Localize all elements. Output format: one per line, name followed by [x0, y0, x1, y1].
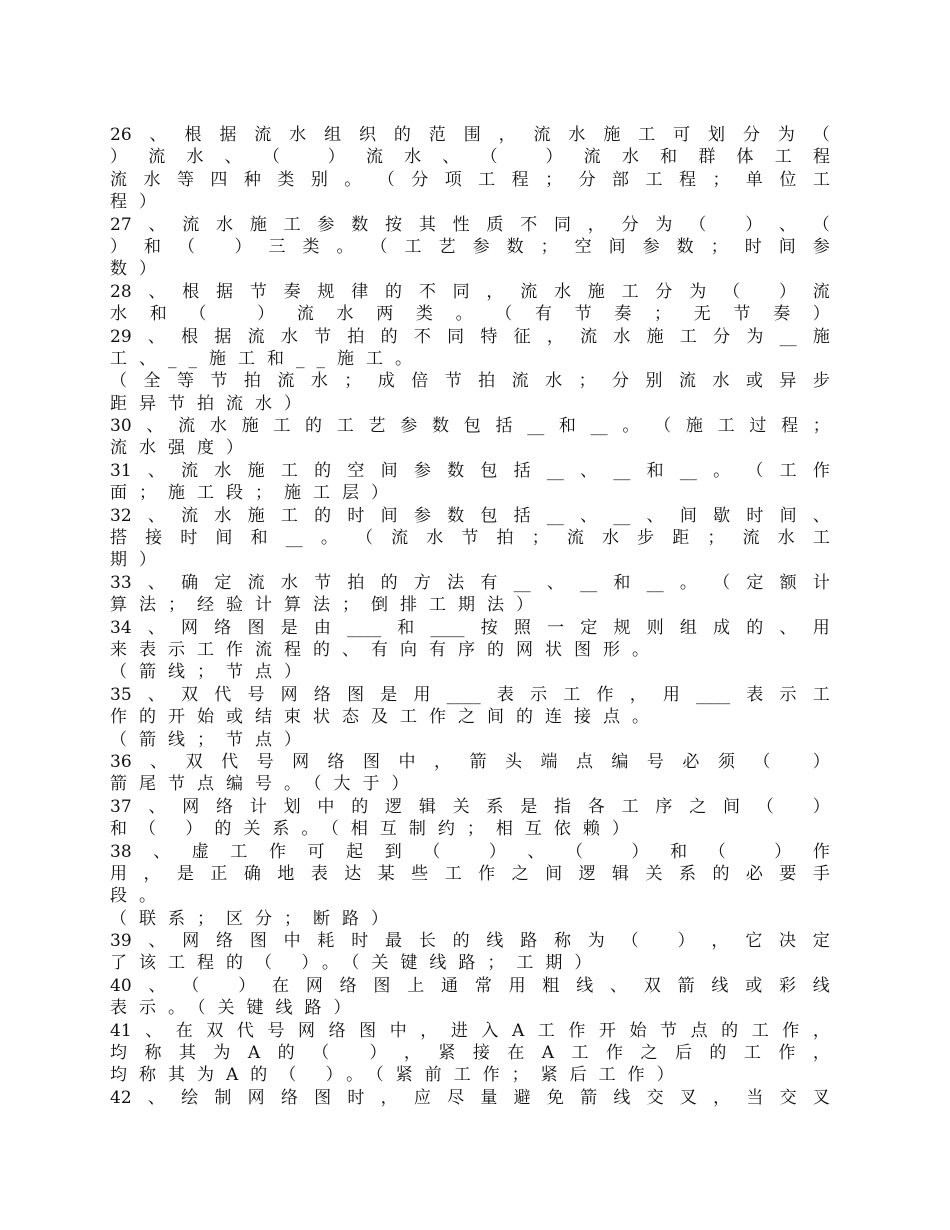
- text-line: （联系；区分；断路）: [110, 908, 400, 929]
- text-line: 水 和 （ ） 流 水 两 类 。 （ 有 节 奏 ； 无 节 奏 ）: [110, 304, 830, 325]
- text-line: 流水强度）: [110, 438, 255, 459]
- text-line: 27 、 流 水 施 工 参 数 按 其 性 质 不 同 ， 分 为 （ ） 、 （: [110, 214, 830, 235]
- text-line: （箭线；节点）: [110, 729, 313, 750]
- document-body: [110, 124, 830, 1109]
- text-line: 30 、 流 水 施 工 的 工 艺 参 数 包 括 __ 和 __ 。 （ 施 工 过 程 ；: [110, 416, 830, 437]
- text-line: 面；施工段；施工层）: [110, 483, 400, 504]
- text-line: 数）: [110, 259, 168, 280]
- text-line: 搭 接 时 间 和 __ 。 （ 流 水 节 拍 ； 流 水 步 距 ； 流 水 工: [110, 528, 830, 549]
- text-line: 算法；经验计算法；倒排工期法）: [110, 595, 545, 616]
- text-line: 表示。（关键线路）: [110, 998, 363, 1019]
- text-line: 距异节拍流水）: [110, 393, 313, 414]
- text-line: 程）: [110, 192, 168, 213]
- text-line: 段。: [110, 886, 168, 907]
- text-line: 34 、 网 络 图 是 由 ____ 和 ____ 按 照 一 定 规 则 组 成 的 、 用: [110, 617, 830, 638]
- text-line: 42 、 绘 制 网 络 图 时 ， 应 尽 量 避 免 箭 线 交 叉 ， 当 交 叉: [110, 1087, 830, 1108]
- text-line: 41 、 在 双 代 号 网 络 图 中 ， 进 入 A 工 作 开 始 节 点 的 工 作 ，: [110, 1020, 830, 1041]
- text-line: 29 、 根 据 流 水 节 拍 的 不 同 特 征 ， 流 水 施 工 分 为 __ 施: [110, 326, 830, 347]
- text-line: 35 、 双 代 号 网 络 图 是 用 ____ 表 示 工 作 ， 用 ____ 表 示 工: [110, 684, 830, 705]
- text-line: 工、__施工和__施工。: [110, 348, 424, 369]
- text-line: 39 、 网 络 图 中 耗 时 最 长 的 线 路 称 为 （ ） ， 它 决 定: [110, 931, 830, 952]
- text-line: 33 、 确 定 流 水 节 拍 的 方 法 有 __ 、 __ 和 __ 。 （ 定 额 计: [110, 572, 830, 593]
- text-line: 均称其为A的（ ）。（紧前工作；紧后工作）: [110, 1065, 686, 1086]
- text-line: 流 水 等 四 种 类 别 。 （ 分 项 工 程 ； 分 部 工 程 ； 单 位 工: [110, 169, 830, 190]
- text-line: 了该工程的（ ）。（关键线路；工期）: [110, 953, 604, 974]
- text-line: 36 、 双 代 号 网 络 图 中 ， 箭 头 端 点 编 号 必 须 （ ）: [110, 751, 830, 772]
- text-line: 31 、 流 水 施 工 的 空 间 参 数 包 括 __ 、 __ 和 __ 。 （ 工 作: [110, 460, 830, 481]
- text-line: 26 、 根 据 流 水 组 织 的 范 围 ， 流 水 施 工 可 划 分 为 （: [110, 125, 830, 145]
- text-line: 37 、 网 络 计 划 中 的 逻 辑 关 系 是 指 各 工 序 之 间 （ ）: [110, 796, 830, 817]
- text-line: （ 全 等 节 拍 流 水 ； 成 倍 节 拍 流 水 ； 分 别 流 水 或 异 步: [110, 371, 830, 392]
- text-line: （箭线；节点）: [110, 662, 313, 683]
- text-line: 38 、 虚 工 作 可 起 到 （ ） 、 （ ） 和 （ ） 作: [110, 841, 830, 862]
- text-line: 40 、 （ ） 在 网 络 图 上 通 常 用 粗 线 、 双 箭 线 或 彩 线: [110, 975, 830, 996]
- text-line: ） 流 水 、 （ ） 流 水 、 （ ） 流 水 和 群 体 工 程: [110, 147, 830, 168]
- text-line: 作的开始或结束状态及工作之间的连接点。: [110, 707, 661, 728]
- text-line: 均 称 其 为 A 的 （ ） ， 紧 接 在 A 工 作 之 后 的 工 作 ，: [110, 1043, 830, 1064]
- text-line: 箭尾节点编号。（大于）: [110, 774, 421, 795]
- text-line: 28 、 根 据 节 奏 规 律 的 不 同 ， 流 水 施 工 分 为 （ ） 流: [110, 281, 830, 302]
- text-line: 期）: [110, 550, 168, 571]
- text-line: 来表示工作流程的、有向有序的网状图形。: [110, 639, 661, 660]
- text-line: 用 ， 是 正 确 地 表 达 某 些 工 作 之 间 逻 辑 关 系 的 必 要 手: [110, 863, 830, 884]
- text-line: 32 、 流 水 施 工 的 时 间 参 数 包 括 __ 、 __ 、 间 歇 时 间 、: [110, 505, 830, 526]
- text-line: ） 和 （ ） 三 类 。 （ 工 艺 参 数 ； 空 间 参 数 ； 时 间 参: [110, 236, 830, 257]
- text-line: 和（ ）的关系。（相互制约；相互依赖）: [110, 819, 641, 840]
